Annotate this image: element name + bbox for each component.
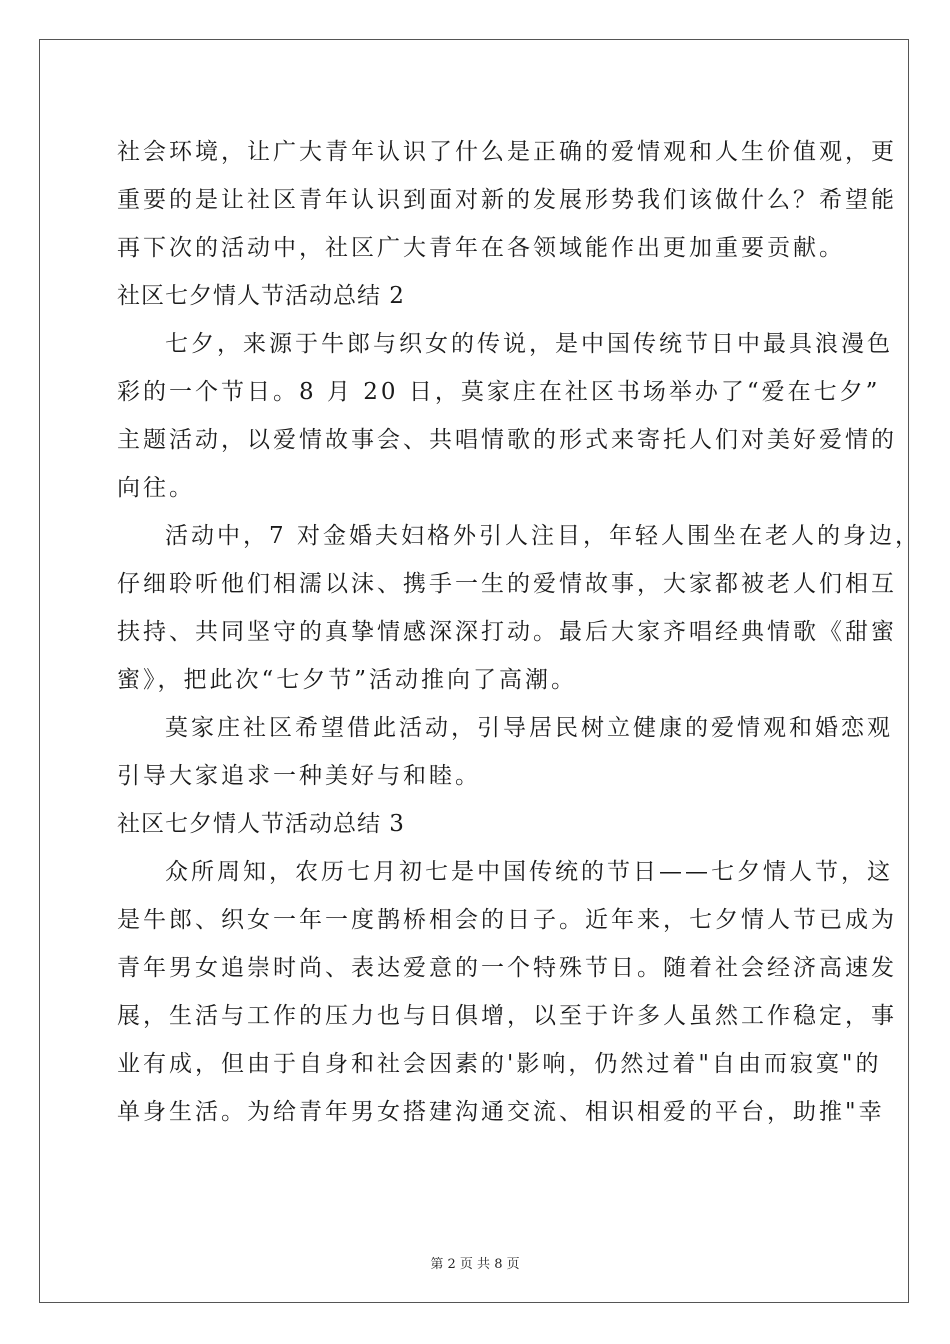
body-line: 彩的一个节日。8 月 20 日，莫家庄在社区书场举办了“爱在七夕” bbox=[117, 379, 881, 405]
paragraph-first-line: 活动中，7 对金婚夫妇格外引人注目，年轻人围坐在老人的身边， bbox=[165, 523, 921, 549]
body-line: 引导大家追求一种美好与和睦。 bbox=[117, 763, 481, 789]
body-line: 扶持、共同坚守的真挚情感深深打动。最后大家齐唱经典情歌《甜蜜 bbox=[117, 619, 897, 645]
section-heading-3: 社区七夕情人节活动总结 3 bbox=[117, 811, 405, 837]
body-line: 主题活动，以爱情故事会、共唱情歌的形式来寄托人们对美好爱情的 bbox=[117, 427, 897, 453]
body-line: 仔细聆听他们相濡以沫、携手一生的爱情故事，大家都被老人们相互 bbox=[117, 571, 897, 597]
body-line: 展，生活与工作的压力也与日俱增，以至于许多人虽然工作稳定，事 bbox=[117, 1003, 897, 1029]
paragraph-first-line: 众所周知，农历七月初七是中国传统的节日——七夕情人节，这 bbox=[165, 859, 893, 885]
paragraph-first-line: 莫家庄社区希望借此活动，引导居民树立健康的爱情观和婚恋观 bbox=[165, 715, 893, 741]
body-line: 向往。 bbox=[117, 475, 195, 501]
body-line: 蜜》，把此次“七夕节”活动推向了高潮。 bbox=[117, 667, 578, 693]
body-line: 业有成，但由于自身和社会因素的'影响，仍然过着"自由而寂寞"的 bbox=[117, 1051, 882, 1077]
page-number-footer: 第 2 页 共 8 页 bbox=[430, 1257, 520, 1272]
body-line: 再下次的活动中，社区广大青年在各领域能作出更加重要贡献。 bbox=[117, 235, 845, 261]
section-heading-2: 社区七夕情人节活动总结 2 bbox=[117, 283, 405, 309]
body-line: 是牛郎、织女一年一度鹊桥相会的日子。近年来，七夕情人节已成为 bbox=[117, 907, 897, 933]
body-line: 单身生活。为给青年男女搭建沟通交流、相识相爱的平台，助推"幸 bbox=[117, 1099, 885, 1125]
paragraph-first-line: 七夕，来源于牛郎与织女的传说，是中国传统节日中最具浪漫色 bbox=[165, 331, 893, 357]
document-body bbox=[117, 128, 921, 1136]
body-line: 青年男女追崇时尚、表达爱意的一个特殊节日。随着社会经济高速发 bbox=[117, 955, 897, 981]
body-line: 社会环境，让广大青年认识了什么是正确的爱情观和人生价值观，更 bbox=[117, 139, 897, 165]
body-line: 重要的是让社区青年认识到面对新的发展形势我们该做什么？希望能 bbox=[117, 187, 897, 213]
